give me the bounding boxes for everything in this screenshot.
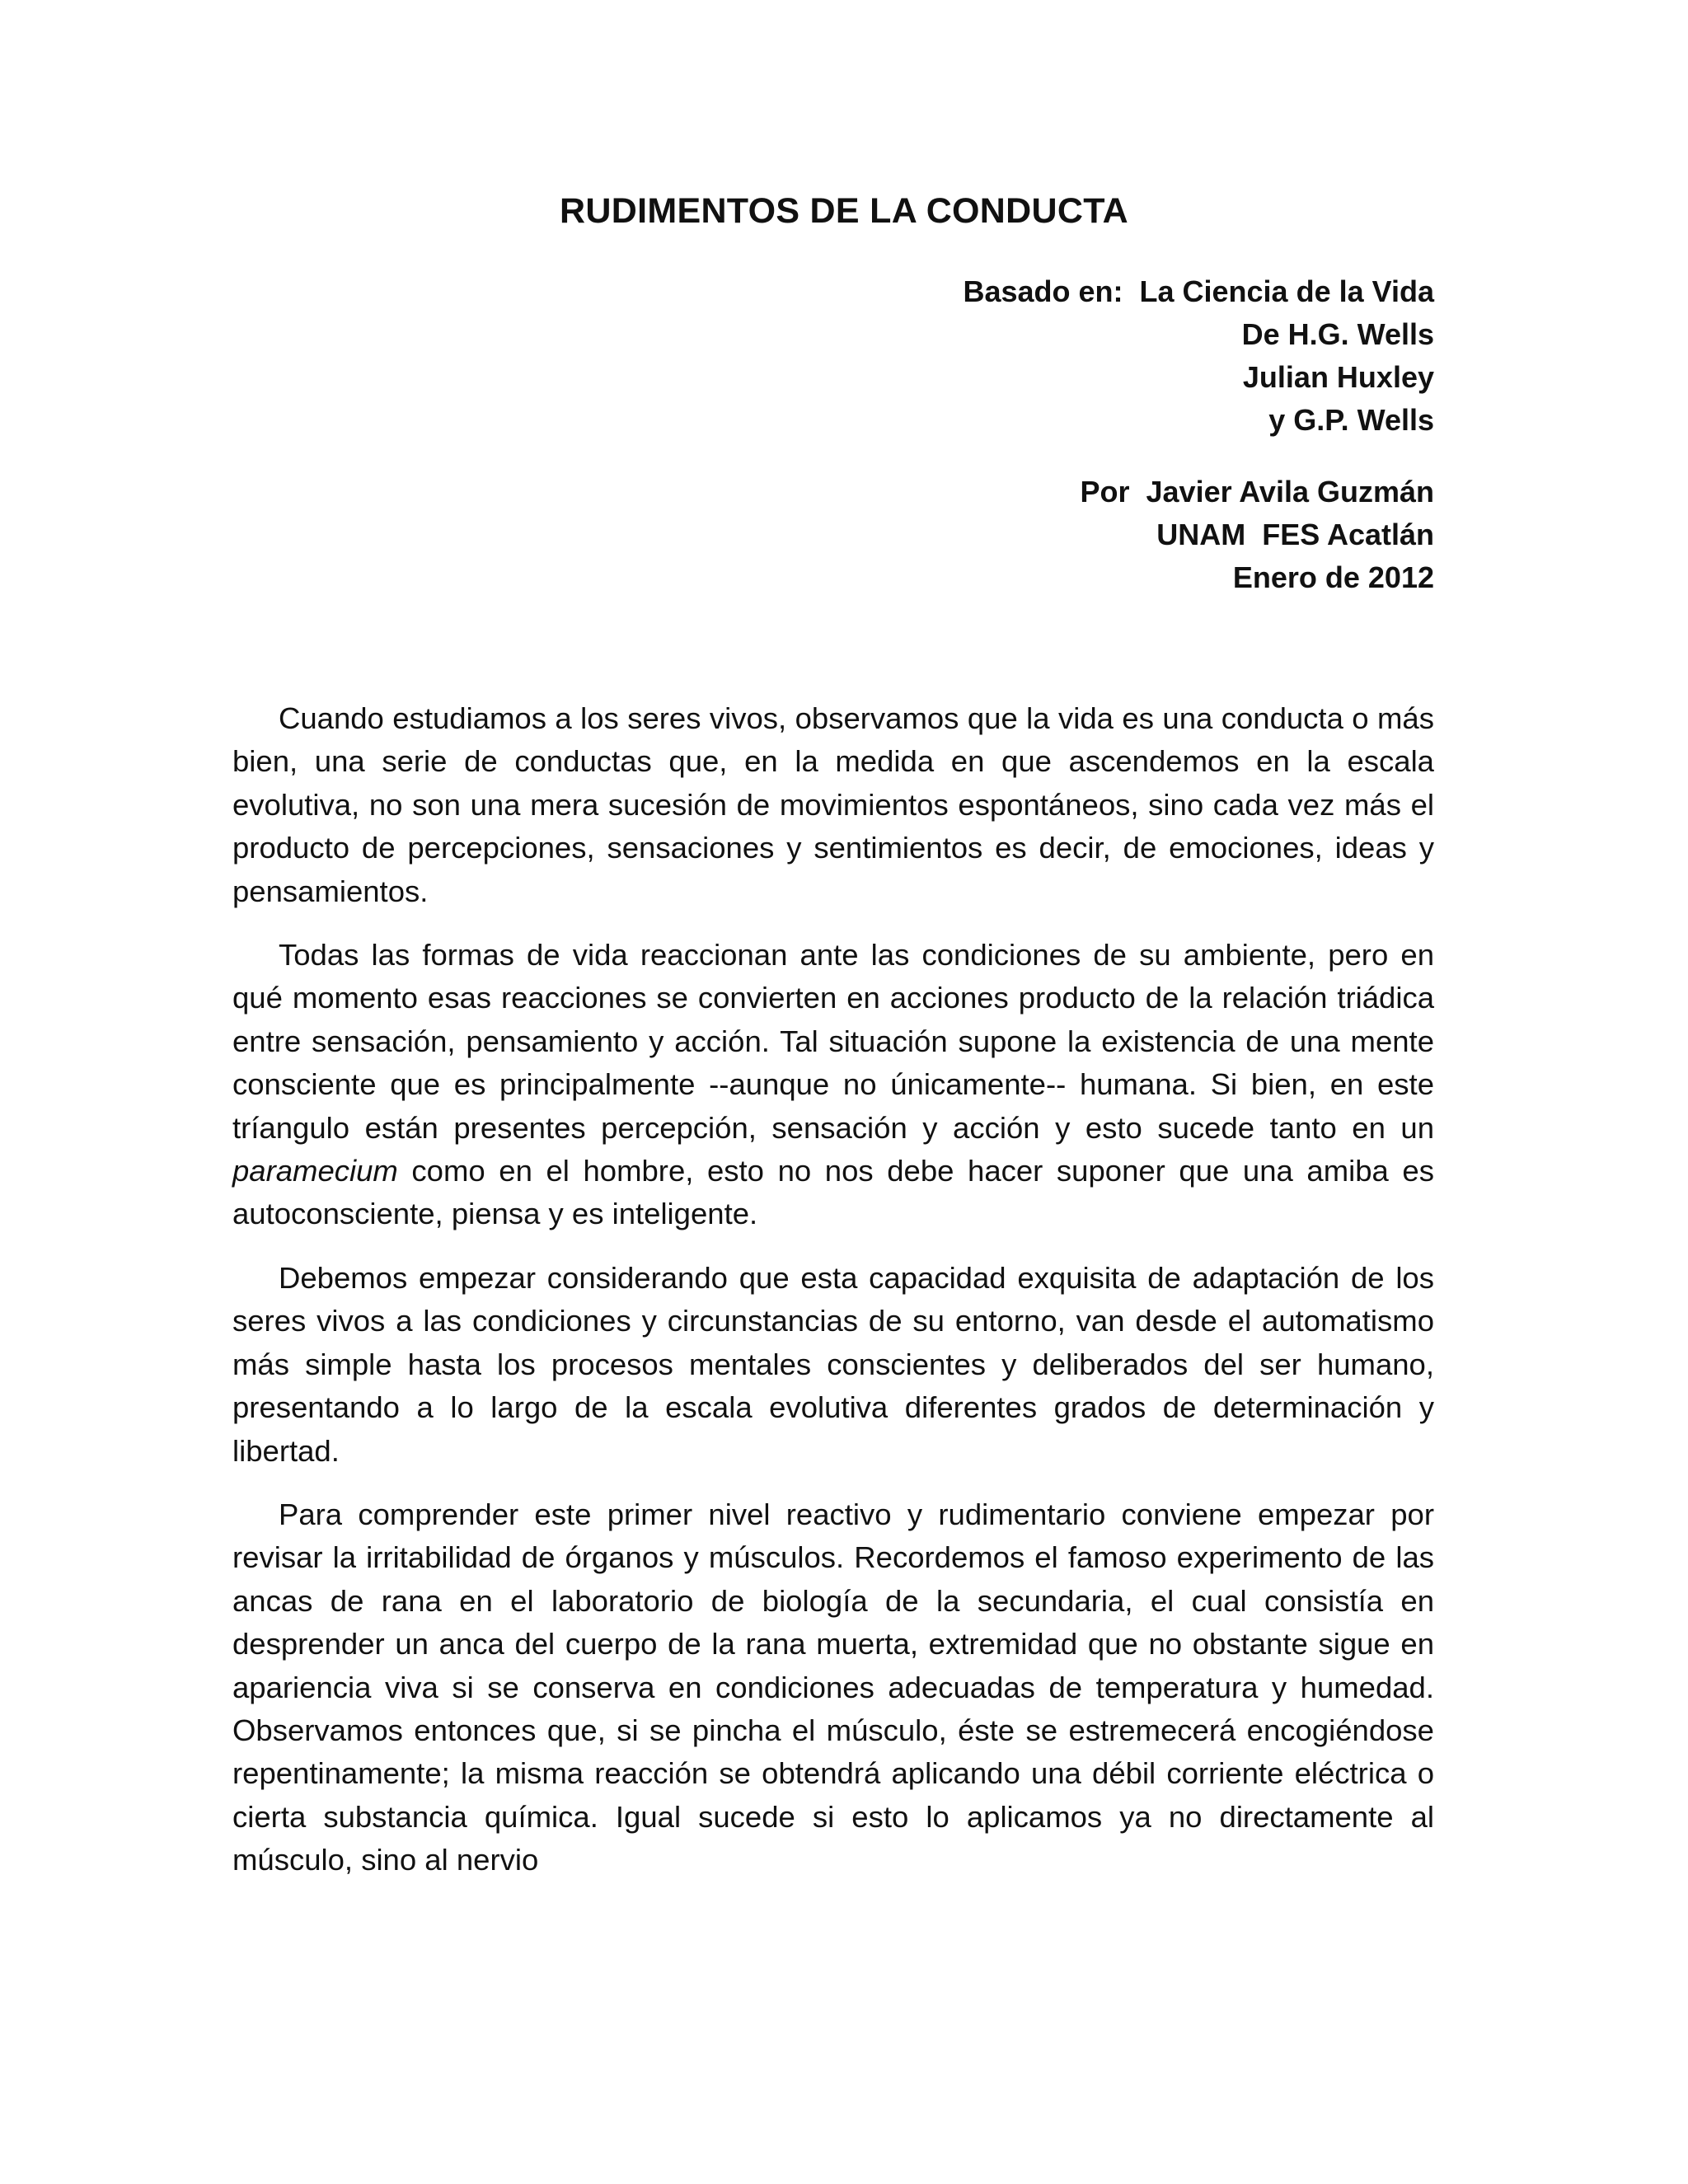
document-title: RUDIMENTOS DE LA CONDUCTA (560, 191, 1128, 231)
body-paragraph: Para comprender este primer nivel reactivo y rudimentario conviene empezar por revisar la irritabilidad de órganos y músculos. Recordemos el famoso experimento de las ancas de rana en el laboratorio de biología de la secundaria, el cual consistía en desprender un anca del cuerpo de la rana muerta, extremidad que no obstante sigue en apariencia viva si se conserva en condiciones adecuadas de temperatura y humedad. Observamos entonces que, si se pincha el músculo, éste se estremecerá encogiéndose repentinamente; la misma reacción se obtendrá aplicando una débil corriente eléctrica o cierta substancia química. Igual sucede si esto lo aplicamos ya no directamente al músculo, sino al nervio (232, 1497, 1434, 1877)
date-line: Enero de 2012 (1232, 560, 1434, 594)
author-line: Por Javier Avila Guzmán (1080, 475, 1434, 509)
body-paragraph (232, 934, 1434, 1236)
document-body (232, 697, 1434, 1903)
source-line: Basado en: La Ciencia de la Vida (963, 274, 1434, 308)
paragraph-text: Todas las formas de vida reaccionan ante las condiciones de su ambiente, pero en qué momento esas reacciones se convierten en acciones producto de la relación triádica entre sensación, pensamiento y acción. Tal situación supone la existencia de una mente consciente que es principalmente --aunque no únicamente-- humana. Si bien, en este tríangulo están presentes percepción, sensación y acción y esto sucede tanto en un (232, 938, 1434, 1145)
italic-term: paramecium (232, 1154, 398, 1188)
source-line: De H.G. Wells (1241, 317, 1434, 351)
source-line: y G.P. Wells (1268, 403, 1434, 437)
source-credits (963, 270, 1434, 442)
paragraph-text: como en el hombre, esto no nos debe hacer suponer que una amiba es autoconsciente, piensa y es inteligente. (232, 1154, 1434, 1231)
body-paragraph: Debemos empezar considerando que esta capacidad exquisita de adaptación de los seres vivos a las condiciones y circunstancias de su entorno, van desde el automatismo más simple hasta los procesos mentales conscientes y deliberados del ser humano, presentando a lo largo de la escala evolutiva diferentes grados de determinación y libertad. (232, 1260, 1434, 1468)
source-line: Julian Huxley (1242, 360, 1434, 394)
body-paragraph: Cuando estudiamos a los seres vivos, observamos que la vida es una conducta o más bien, una serie de conductas que, en la medida en que ascendemos en la escala evolutiva, no son una mera sucesión de movimientos espontáneos, sino cada vez más el producto de percepciones, sensaciones y sentimientos es decir, de emociones, ideas y pensamientos. (232, 701, 1434, 908)
author-credits (1080, 471, 1434, 599)
affiliation-line: UNAM FES Acatlán (1156, 518, 1434, 551)
